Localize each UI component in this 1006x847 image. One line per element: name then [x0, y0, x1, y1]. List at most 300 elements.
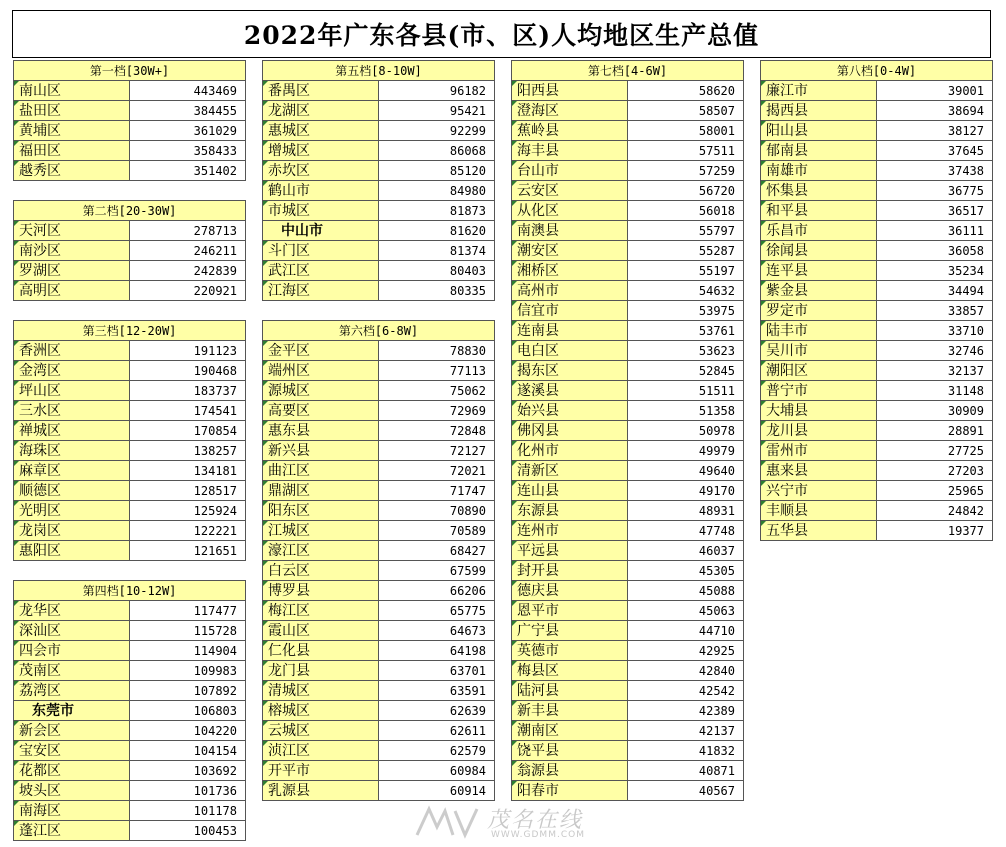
table-row [14, 101, 246, 121]
gdp-per-capita-value: 56720 [628, 181, 744, 201]
region-name: 金湾区 [14, 361, 130, 381]
region-name: 高明区 [14, 281, 130, 301]
table-row [14, 501, 246, 521]
table-row [14, 241, 246, 261]
gdp-per-capita-value: 42542 [628, 681, 744, 701]
region-name: 英德市 [512, 641, 628, 661]
region-name: 武江区 [263, 261, 379, 281]
gdp-per-capita-value: 27203 [877, 461, 993, 481]
table-row [14, 81, 246, 101]
tier-table [13, 320, 246, 561]
table-row [761, 141, 993, 161]
table-row [761, 321, 993, 341]
gdp-per-capita-value: 384455 [130, 101, 246, 121]
region-name: 云城区 [263, 721, 379, 741]
table-row [761, 241, 993, 261]
table-row [263, 521, 495, 541]
table-row [512, 561, 744, 581]
region-name: 龙门县 [263, 661, 379, 681]
table-row [512, 201, 744, 221]
tier-table-8 [760, 60, 993, 541]
tier-table-2 [13, 200, 246, 301]
region-name: 南海区 [14, 801, 130, 821]
tier-header: 第六档[6-8W] [263, 321, 495, 341]
gdp-per-capita-value: 53761 [628, 321, 744, 341]
gdp-per-capita-value: 53623 [628, 341, 744, 361]
region-name: 阳东区 [263, 501, 379, 521]
table-row [761, 181, 993, 201]
table-row [14, 281, 246, 301]
region-name: 紫金县 [761, 281, 877, 301]
table-row [14, 381, 246, 401]
gdp-per-capita-value: 72021 [379, 461, 495, 481]
gdp-per-capita-value: 66206 [379, 581, 495, 601]
table-row [512, 181, 744, 201]
gdp-per-capita-value: 128517 [130, 481, 246, 501]
table-row [512, 761, 744, 781]
gdp-per-capita-value: 64673 [379, 621, 495, 641]
table-row [14, 401, 246, 421]
gdp-per-capita-value: 36058 [877, 241, 993, 261]
gdp-per-capita-value: 42389 [628, 701, 744, 721]
table-row [512, 381, 744, 401]
gdp-per-capita-value: 71747 [379, 481, 495, 501]
gdp-per-capita-value: 19377 [877, 521, 993, 541]
region-name: 罗湖区 [14, 261, 130, 281]
table-row [761, 341, 993, 361]
gdp-per-capita-value: 45305 [628, 561, 744, 581]
table-row [14, 461, 246, 481]
table-row [14, 121, 246, 141]
region-name: 坪山区 [14, 381, 130, 401]
region-name: 南沙区 [14, 241, 130, 261]
gdp-per-capita-value: 32137 [877, 361, 993, 381]
gdp-per-capita-value: 114904 [130, 641, 246, 661]
tier-header: 第七档[4-6W] [512, 61, 744, 81]
region-name: 高州市 [512, 281, 628, 301]
table-row [263, 421, 495, 441]
gdp-per-capita-value: 35234 [877, 261, 993, 281]
region-name: 惠阳区 [14, 541, 130, 561]
table-row [263, 141, 495, 161]
table-row [761, 461, 993, 481]
gdp-per-capita-value: 78830 [379, 341, 495, 361]
table-row [263, 741, 495, 761]
region-name: 榕城区 [263, 701, 379, 721]
gdp-per-capita-value: 57259 [628, 161, 744, 181]
table-row [263, 561, 495, 581]
table-row [512, 121, 744, 141]
table-row [512, 261, 744, 281]
region-name: 连山县 [512, 481, 628, 501]
gdp-per-capita-value: 104220 [130, 721, 246, 741]
table-row [761, 381, 993, 401]
gdp-per-capita-value: 443469 [130, 81, 246, 101]
table-row [263, 161, 495, 181]
gdp-per-capita-value: 36775 [877, 181, 993, 201]
region-name: 阳西县 [512, 81, 628, 101]
gdp-per-capita-value: 81374 [379, 241, 495, 261]
gdp-per-capita-value: 50978 [628, 421, 744, 441]
region-name: 清城区 [263, 681, 379, 701]
region-name: 怀集县 [761, 181, 877, 201]
region-name: 信宜市 [512, 301, 628, 321]
gdp-per-capita-value: 121651 [130, 541, 246, 561]
region-name: 兴宁市 [761, 481, 877, 501]
table-row [512, 501, 744, 521]
tier-header: 第二档[20-30W] [14, 201, 246, 221]
region-name: 广宁县 [512, 621, 628, 641]
region-name: 禅城区 [14, 421, 130, 441]
gdp-per-capita-value: 44710 [628, 621, 744, 641]
region-name: 四会市 [14, 641, 130, 661]
table-row [761, 161, 993, 181]
table-row [263, 601, 495, 621]
region-name: 龙湖区 [263, 101, 379, 121]
table-row [263, 681, 495, 701]
gdp-per-capita-value: 115728 [130, 621, 246, 641]
gdp-per-capita-value: 92299 [379, 121, 495, 141]
gdp-per-capita-value: 174541 [130, 401, 246, 421]
table-row [14, 421, 246, 441]
region-name: 霞山区 [263, 621, 379, 641]
gdp-per-capita-value: 45063 [628, 601, 744, 621]
gdp-per-capita-value: 125924 [130, 501, 246, 521]
gdp-per-capita-value: 100453 [130, 821, 246, 841]
tier-header: 第五档[8-10W] [263, 61, 495, 81]
gdp-per-capita-value: 51511 [628, 381, 744, 401]
region-name: 宝安区 [14, 741, 130, 761]
region-name: 连平县 [761, 261, 877, 281]
watermark-logo-icon [415, 805, 479, 839]
region-name: 曲江区 [263, 461, 379, 481]
table-row [14, 541, 246, 561]
gdp-per-capita-value: 107892 [130, 681, 246, 701]
table-row [263, 361, 495, 381]
table-row [14, 761, 246, 781]
region-name: 平远县 [512, 541, 628, 561]
table-row [263, 641, 495, 661]
region-name: 潮阳区 [761, 361, 877, 381]
region-name: 和平县 [761, 201, 877, 221]
gdp-per-capita-value: 81873 [379, 201, 495, 221]
region-name: 陆河县 [512, 681, 628, 701]
tier-table-1 [13, 60, 246, 181]
table-row [14, 641, 246, 661]
region-name: 鹤山市 [263, 181, 379, 201]
table-row [14, 221, 246, 241]
region-name: 惠城区 [263, 121, 379, 141]
gdp-per-capita-value: 77113 [379, 361, 495, 381]
table-row [263, 541, 495, 561]
table-row [761, 221, 993, 241]
region-name: 揭东区 [512, 361, 628, 381]
gdp-per-capita-value: 51358 [628, 401, 744, 421]
gdp-per-capita-value: 38127 [877, 121, 993, 141]
table-row [512, 641, 744, 661]
region-name: 徐闻县 [761, 241, 877, 261]
region-name: 龙川县 [761, 421, 877, 441]
gdp-per-capita-value: 242839 [130, 261, 246, 281]
region-name: 天河区 [14, 221, 130, 241]
gdp-per-capita-value: 40871 [628, 761, 744, 781]
region-name: 龙岗区 [14, 521, 130, 541]
table-row [761, 81, 993, 101]
gdp-per-capita-value: 60984 [379, 761, 495, 781]
region-name: 德庆县 [512, 581, 628, 601]
gdp-per-capita-value: 39001 [877, 81, 993, 101]
region-name: 金平区 [263, 341, 379, 361]
gdp-per-capita-value: 62639 [379, 701, 495, 721]
region-name: 揭西县 [761, 101, 877, 121]
region-name: 普宁市 [761, 381, 877, 401]
gdp-per-capita-value: 58620 [628, 81, 744, 101]
gdp-per-capita-value: 220921 [130, 281, 246, 301]
gdp-per-capita-value: 40567 [628, 781, 744, 801]
region-name: 化州市 [512, 441, 628, 461]
region-name: 新丰县 [512, 701, 628, 721]
region-name: 斗门区 [263, 241, 379, 261]
gdp-per-capita-value: 25965 [877, 481, 993, 501]
region-name: 湘桥区 [512, 261, 628, 281]
gdp-per-capita-value: 170854 [130, 421, 246, 441]
region-name: 浈江区 [263, 741, 379, 761]
watermark-url: WWW.GDMM.COM [491, 830, 585, 840]
table-row [512, 621, 744, 641]
region-name: 中山市 [263, 221, 379, 241]
table-row [761, 401, 993, 421]
tier-table [13, 60, 246, 181]
gdp-per-capita-value: 46037 [628, 541, 744, 561]
table-row [761, 301, 993, 321]
region-name: 黄埔区 [14, 121, 130, 141]
table-row [512, 81, 744, 101]
table-row [512, 521, 744, 541]
region-name: 番禺区 [263, 81, 379, 101]
gdp-per-capita-value: 53975 [628, 301, 744, 321]
region-name: 白云区 [263, 561, 379, 581]
region-name: 连州市 [512, 521, 628, 541]
gdp-per-capita-value: 86068 [379, 141, 495, 161]
gdp-per-capita-value: 70890 [379, 501, 495, 521]
table-row [512, 141, 744, 161]
region-name: 云安区 [512, 181, 628, 201]
region-name: 新兴县 [263, 441, 379, 461]
region-name: 麻章区 [14, 461, 130, 481]
region-name: 仁化县 [263, 641, 379, 661]
region-name: 恩平市 [512, 601, 628, 621]
gdp-per-capita-value: 104154 [130, 741, 246, 761]
region-name: 花都区 [14, 761, 130, 781]
table-row [263, 581, 495, 601]
table-row [14, 661, 246, 681]
region-name: 东源县 [512, 501, 628, 521]
tier-header: 第八档[0-4W] [761, 61, 993, 81]
region-name: 东莞市 [14, 701, 130, 721]
table-row [263, 281, 495, 301]
table-row [14, 801, 246, 821]
region-name: 佛冈县 [512, 421, 628, 441]
region-name: 阳春市 [512, 781, 628, 801]
gdp-per-capita-value: 28891 [877, 421, 993, 441]
gdp-per-capita-value: 42925 [628, 641, 744, 661]
tier-table [511, 60, 744, 801]
gdp-per-capita-value: 72969 [379, 401, 495, 421]
table-row [263, 221, 495, 241]
region-name: 盐田区 [14, 101, 130, 121]
region-name: 五华县 [761, 521, 877, 541]
tier-table-4 [13, 580, 246, 841]
gdp-per-capita-value: 62611 [379, 721, 495, 741]
tier-header-row [14, 61, 246, 81]
region-name: 江海区 [263, 281, 379, 301]
gdp-per-capita-value: 246211 [130, 241, 246, 261]
tier-table-3 [13, 320, 246, 561]
region-name: 南雄市 [761, 161, 877, 181]
gdp-per-capita-value: 183737 [130, 381, 246, 401]
gdp-per-capita-value: 63591 [379, 681, 495, 701]
region-name: 电白区 [512, 341, 628, 361]
tier-table [760, 60, 993, 541]
table-row [263, 781, 495, 801]
region-name: 南澳县 [512, 221, 628, 241]
gdp-per-capita-value: 103692 [130, 761, 246, 781]
gdp-per-capita-value: 101736 [130, 781, 246, 801]
gdp-per-capita-value: 24842 [877, 501, 993, 521]
gdp-per-capita-value: 49640 [628, 461, 744, 481]
table-row [14, 481, 246, 501]
table-row [14, 821, 246, 841]
region-name: 蕉岭县 [512, 121, 628, 141]
gdp-per-capita-value: 72848 [379, 421, 495, 441]
region-name: 廉江市 [761, 81, 877, 101]
table-row [263, 441, 495, 461]
table-row [761, 441, 993, 461]
region-name: 开平市 [263, 761, 379, 781]
region-name: 澄海区 [512, 101, 628, 121]
region-name: 坡头区 [14, 781, 130, 801]
gdp-per-capita-value: 55287 [628, 241, 744, 261]
tier-table-5 [262, 60, 495, 301]
table-row [512, 781, 744, 801]
tier-header-row [761, 61, 993, 81]
table-row [263, 201, 495, 221]
table-row [263, 621, 495, 641]
table-row [761, 481, 993, 501]
region-name: 翁源县 [512, 761, 628, 781]
region-name: 市城区 [263, 201, 379, 221]
table-row [512, 241, 744, 261]
gdp-per-capita-value: 358433 [130, 141, 246, 161]
tier-table [262, 320, 495, 801]
table-row [263, 401, 495, 421]
table-row [761, 521, 993, 541]
table-row [761, 121, 993, 141]
gdp-per-capita-value: 95421 [379, 101, 495, 121]
gdp-per-capita-value: 109983 [130, 661, 246, 681]
gdp-per-capita-value: 33857 [877, 301, 993, 321]
table-row [14, 701, 246, 721]
region-name: 海丰县 [512, 141, 628, 161]
table-row [761, 501, 993, 521]
table-row [14, 161, 246, 181]
region-name: 香洲区 [14, 341, 130, 361]
gdp-per-capita-value: 57511 [628, 141, 744, 161]
region-name: 大埔县 [761, 401, 877, 421]
gdp-per-capita-value: 134181 [130, 461, 246, 481]
table-row [263, 701, 495, 721]
region-name: 乐昌市 [761, 221, 877, 241]
table-row [512, 101, 744, 121]
gdp-per-capita-value: 62579 [379, 741, 495, 761]
watermark-brand: 茂名在线 [487, 808, 584, 833]
table-row [512, 421, 744, 441]
gdp-per-capita-value: 191123 [130, 341, 246, 361]
table-row [761, 421, 993, 441]
table-row [263, 381, 495, 401]
table-row [14, 681, 246, 701]
table-row [512, 461, 744, 481]
gdp-per-capita-value: 33710 [877, 321, 993, 341]
table-row [263, 661, 495, 681]
table-row [512, 721, 744, 741]
region-name: 深汕区 [14, 621, 130, 641]
region-name: 源城区 [263, 381, 379, 401]
gdp-per-capita-value: 361029 [130, 121, 246, 141]
region-name: 清新区 [512, 461, 628, 481]
table-row [512, 441, 744, 461]
gdp-per-capita-value: 58507 [628, 101, 744, 121]
tier-table [13, 200, 246, 301]
table-row [263, 481, 495, 501]
table-row [14, 441, 246, 461]
region-name: 高要区 [263, 401, 379, 421]
region-name: 罗定市 [761, 301, 877, 321]
region-name: 龙华区 [14, 601, 130, 621]
table-row [761, 361, 993, 381]
region-name: 吴川市 [761, 341, 877, 361]
gdp-per-capita-value: 49979 [628, 441, 744, 461]
tier-header-row [263, 321, 495, 341]
tier-table [13, 580, 246, 841]
region-name: 江城区 [263, 521, 379, 541]
tier-header-row [14, 581, 246, 601]
gdp-per-capita-value: 37645 [877, 141, 993, 161]
table-row [263, 181, 495, 201]
gdp-per-capita-value: 117477 [130, 601, 246, 621]
gdp-per-capita-value: 52845 [628, 361, 744, 381]
gdp-per-capita-value: 42137 [628, 721, 744, 741]
region-name: 三水区 [14, 401, 130, 421]
gdp-per-capita-value: 45088 [628, 581, 744, 601]
tier-table-7 [511, 60, 744, 801]
gdp-per-capita-value: 80403 [379, 261, 495, 281]
gdp-per-capita-value: 96182 [379, 81, 495, 101]
gdp-per-capita-value: 55197 [628, 261, 744, 281]
gdp-per-capita-value: 36517 [877, 201, 993, 221]
gdp-per-capita-value: 351402 [130, 161, 246, 181]
region-name: 惠东县 [263, 421, 379, 441]
region-name: 台山市 [512, 161, 628, 181]
table-row [761, 261, 993, 281]
region-name: 增城区 [263, 141, 379, 161]
table-row [263, 261, 495, 281]
gdp-per-capita-value: 138257 [130, 441, 246, 461]
region-name: 郁南县 [761, 141, 877, 161]
region-name: 惠来县 [761, 461, 877, 481]
gdp-per-capita-value: 84980 [379, 181, 495, 201]
tier-header: 第三档[12-20W] [14, 321, 246, 341]
